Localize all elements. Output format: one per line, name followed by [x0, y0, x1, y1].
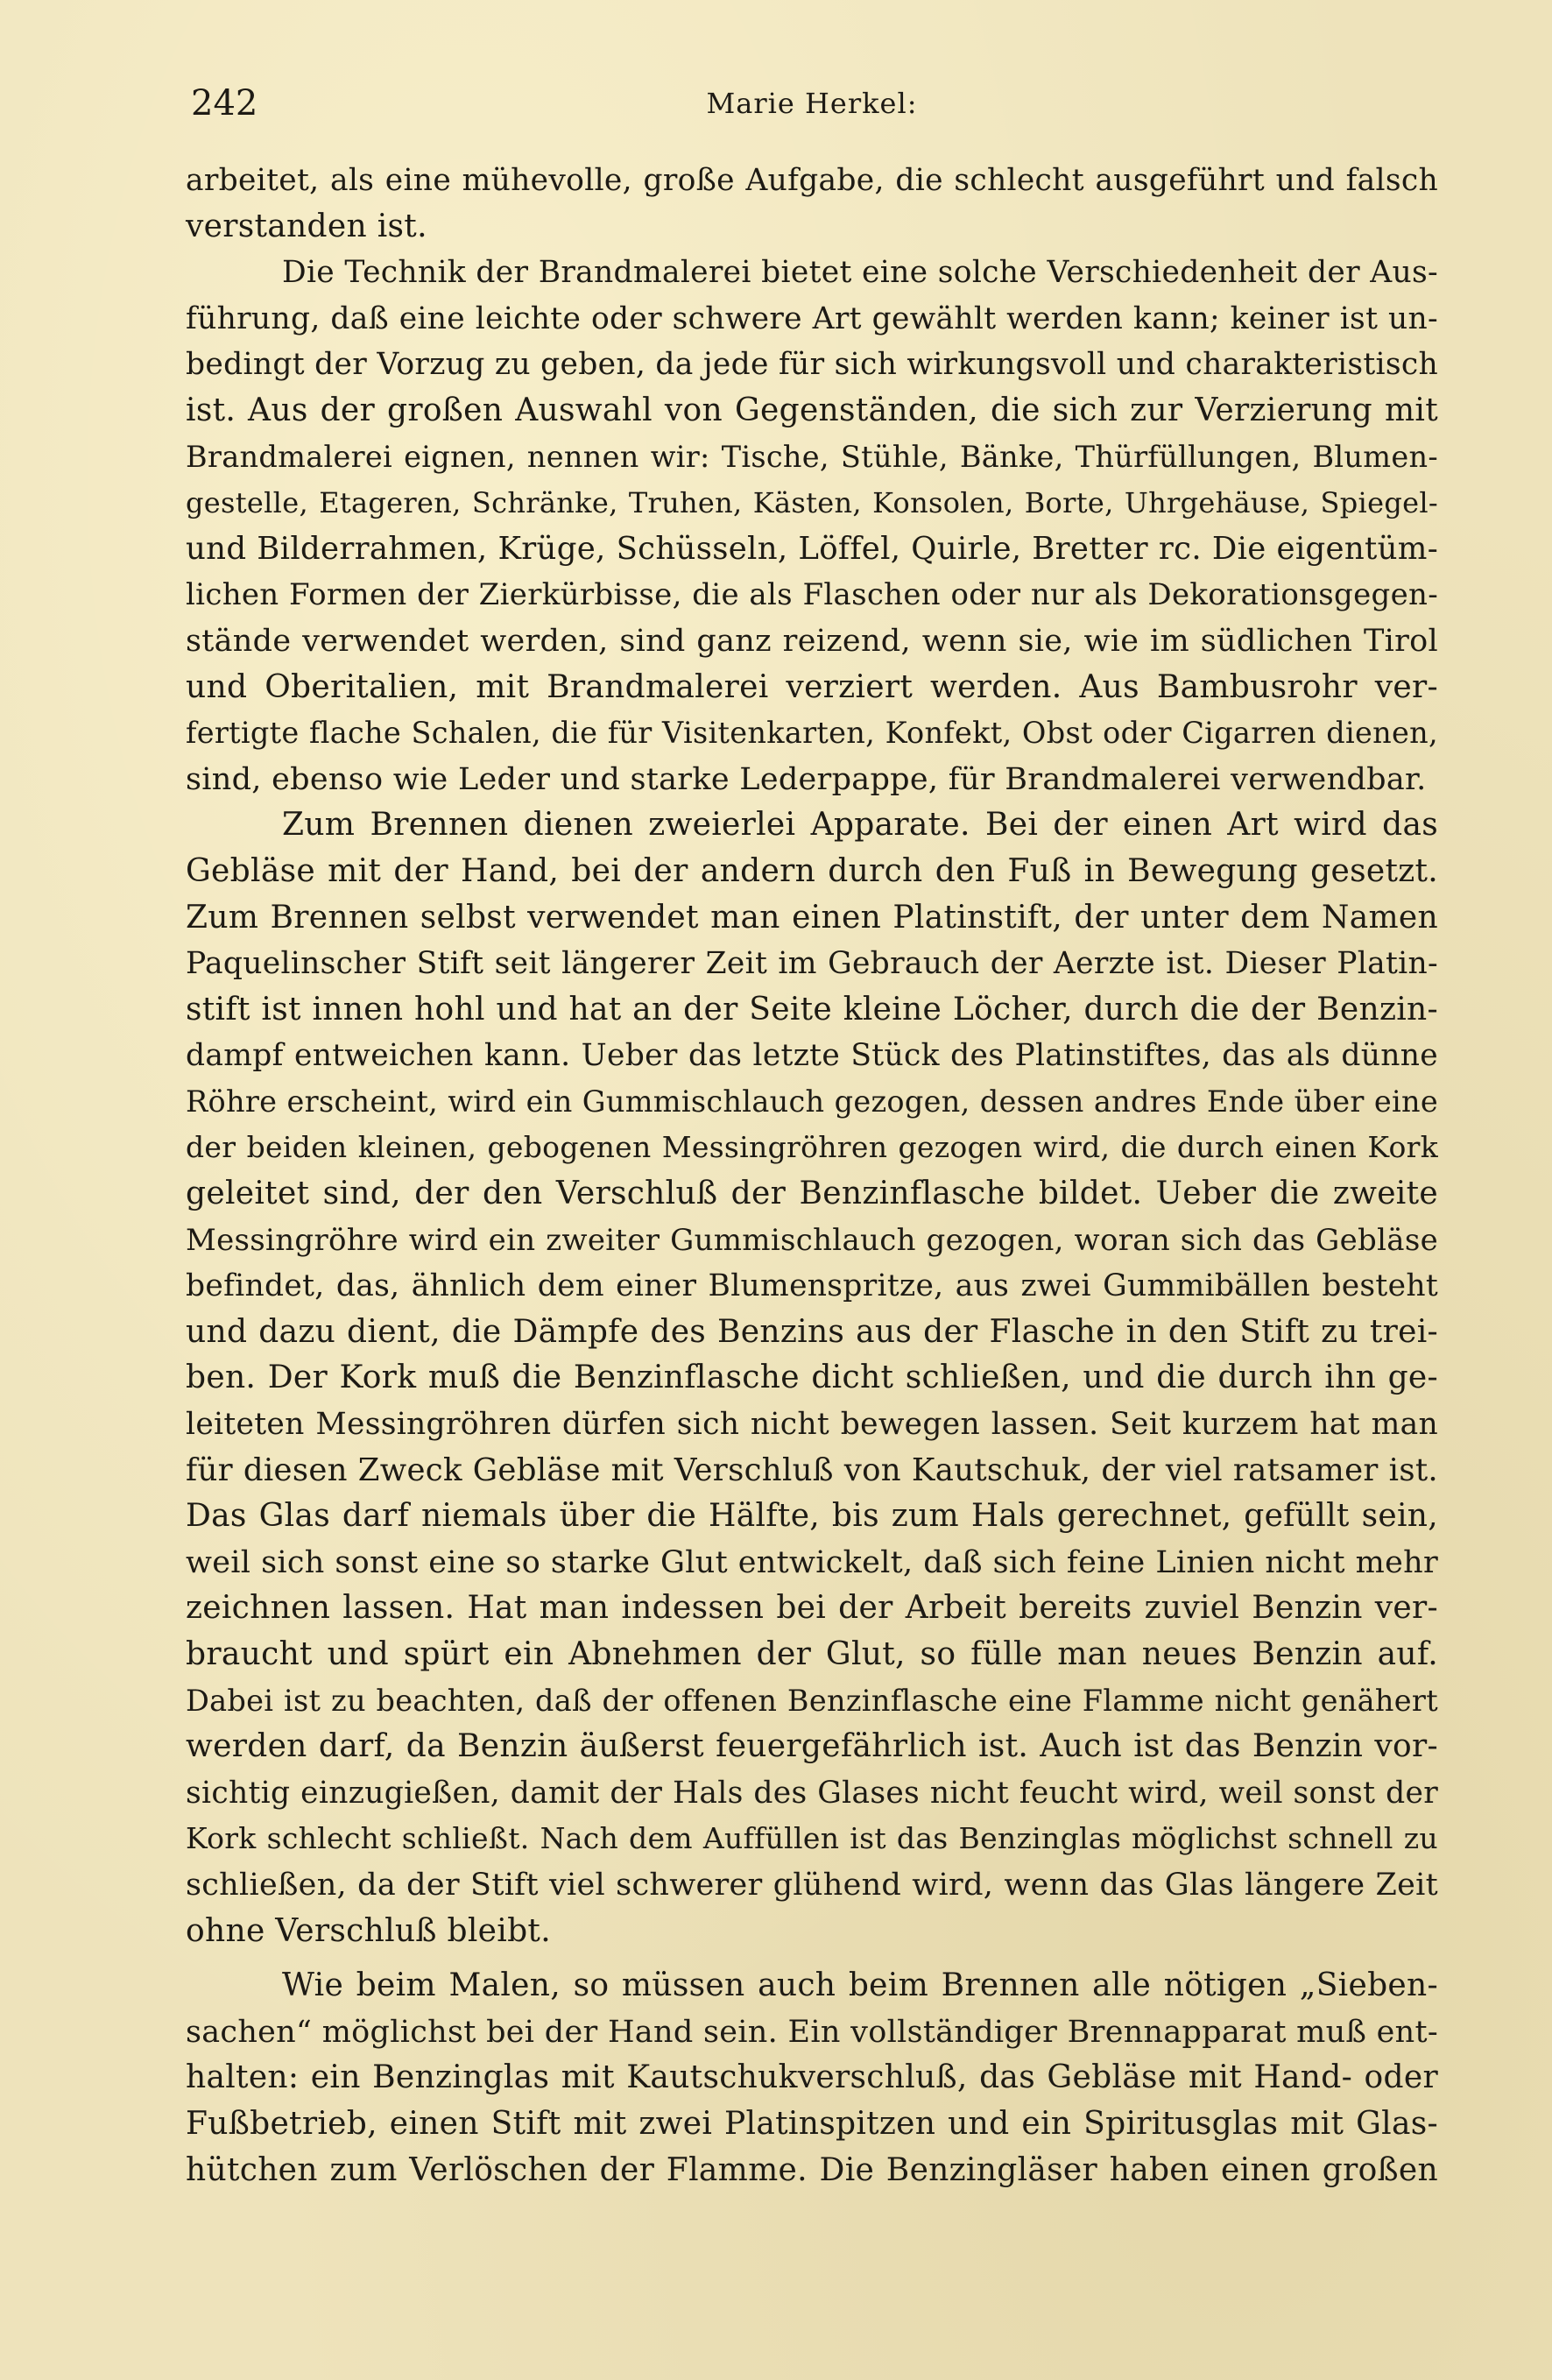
page-number: 242: [191, 83, 258, 124]
text-line: Die Technik der Brandmalerei bietet eine solche Verschiedenheit der Aus-: [282, 255, 1438, 291]
body-text: [186, 158, 1438, 2193]
text-line: schließen, da der Stift viel schwerer glühend wird, wenn das Glas längere Zeit: [186, 1867, 1438, 1903]
text-line: Fußbetrieb, einen Stift mit zwei Platinspitzen und ein Spiritusglas mit Glas-: [186, 2105, 1438, 2142]
text-line: braucht und spürt ein Abnehmen der Glut, so fülle man neues Benzin auf.: [186, 1636, 1438, 1672]
text-line: ist. Aus der großen Auswahl von Gegenständen, die sich zur Verzierung mit: [186, 392, 1438, 428]
text-line: arbeitet, als eine mühevolle, große Aufgabe, die schlecht ausgeführt und falsch: [186, 163, 1438, 198]
page-header: [186, 77, 1438, 130]
text-line: Messingröhre wird ein zweiter Gummischlauch gezogen, woran sich das Gebläse: [186, 1222, 1438, 1258]
text-line: Das Glas darf niemals über die Hälfte, bis zum Hals gerechnet, gefüllt sein,: [186, 1498, 1438, 1535]
text-line: für diesen Zweck Gebläse mit Verschluß von Kautschuk, der viel ratsamer ist.: [186, 1451, 1438, 1488]
text-line: werden darf, da Benzin äußerst feuergefährlich ist. Auch ist das Benzin vor-: [186, 1728, 1438, 1765]
text-line: sind, ebenso wie Leder und starke Lederpappe, für Brandmalerei verwendbar.: [186, 761, 1427, 797]
text-line: Kork schlecht schließt. Nach dem Auffüllen ist das Benzinglas möglichst schnell zu: [186, 1821, 1438, 1856]
paragraph: [186, 250, 1438, 802]
text-line: gestelle, Etageren, Schränke, Truhen, Kästen, Konsolen, Borte, Uhrgehäuse, Spiegel-: [186, 486, 1438, 520]
text-line: verstanden ist.: [186, 208, 427, 244]
text-line: fertigte flache Schalen, die für Visitenkarten, Konfekt, Obst oder Cigarren dienen,: [186, 716, 1438, 751]
text-line: dampf entweichen kann. Ueber das letzte Stück des Platinstiftes, das als dünne: [186, 1038, 1438, 1074]
text-line: Röhre erscheint, wird ein Gummischlauch gezogen, dessen andres Ende über eine: [186, 1084, 1438, 1119]
paragraph: [186, 802, 1438, 1954]
text-line: stände verwendet werden, sind ganz reizend, wenn sie, wie im südlichen Tirol: [186, 623, 1438, 659]
text-line: und Oberitalien, mit Brandmalerei verziert werden. Aus Bambusrohr ver-: [186, 668, 1438, 705]
text-line: weil sich sonst eine so starke Glut entwickelt, daß sich feine Linien nicht mehr: [186, 1544, 1438, 1580]
text-line: Dabei ist zu beachten, daß der offenen Benzinflasche eine Flamme nicht genähert: [186, 1683, 1438, 1718]
text-line: geleitet sind, der den Verschluß der Benzinflasche bildet. Ueber die zweite: [186, 1176, 1438, 1212]
text-line: der beiden kleinen, gebogenen Messingröhren gezogen wird, die durch einen Kork: [186, 1130, 1438, 1165]
text-line: stift ist innen hohl und hat an der Seite kleine Löcher, durch die der Benzin-: [186, 991, 1438, 1028]
text-line: bedingt der Vorzug zu geben, da jede für sich wirkungsvoll und charakteristisch: [186, 347, 1438, 383]
text-line: und Bilderrahmen, Krüge, Schüsseln, Löffel, Quirle, Bretter rc. Die eigentüm-: [186, 530, 1438, 567]
running-head: Marie Herkel:: [706, 87, 918, 120]
text-line: führung, daß eine leichte oder schwere Art gewählt werden kann; keiner ist un-: [186, 300, 1438, 336]
text-line: ben. Der Kork muß die Benzinflasche dicht schließen, und die durch ihn ge-: [186, 1359, 1438, 1396]
text-line: halten: ein Benzinglas mit Kautschukverschluß, das Gebläse mit Hand- oder: [186, 2059, 1438, 2096]
text-line: lichen Formen der Zierkürbisse, die als Flaschen oder nur als Dekorationsgegen-: [186, 577, 1438, 613]
paragraph-gap: [186, 1954, 1438, 1963]
paragraph: [186, 158, 1438, 250]
text-line: Paquelinscher Stift seit längerer Zeit im Gebrauch der Aerzte ist. Dieser Platin-: [186, 946, 1438, 982]
text-line: zeichnen lassen. Hat man indessen bei der Arbeit bereits zuviel Benzin ver-: [186, 1590, 1438, 1627]
text-line: sachen“ möglichst bei der Hand sein. Ein vollständiger Brennapparat muß ent-: [186, 2014, 1438, 2050]
text-line: ohne Verschluß bleibt.: [186, 1912, 551, 1949]
text-line: hütchen zum Verlöschen der Flamme. Die Benzingläser haben einen großen: [186, 2151, 1438, 2188]
text-line: Wie beim Malen, so müssen auch beim Brennen alle nötigen „Sieben-: [282, 1967, 1438, 2004]
paragraph: [186, 1963, 1438, 2193]
text-line: Zum Brennen selbst verwendet man einen Platinstift, der unter dem Namen: [186, 899, 1438, 936]
text-line: Zum Brennen dienen zweierlei Apparate. Bei der einen Art wird das: [282, 807, 1438, 844]
text-line: sichtig einzugießen, damit der Hals des Glases nicht feucht wird, weil sonst der: [186, 1775, 1438, 1811]
text-line: Brandmalerei eignen, nennen wir: Tische, Stühle, Bänke, Thürfüllungen, Blumen-: [186, 439, 1438, 474]
text-line: und dazu dient, die Dämpfe des Benzins aus der Flasche in den Stift zu trei-: [186, 1313, 1438, 1350]
text-line: befindet, das, ähnlich dem einer Blumenspritze, aus zwei Gummibällen besteht: [186, 1268, 1438, 1304]
text-line: leiteten Messingröhren dürfen sich nicht bewegen lassen. Seit kurzem hat man: [186, 1407, 1438, 1443]
text-line: Gebläse mit der Hand, bei der andern durch den Fuß in Bewegung gesetzt.: [186, 852, 1438, 889]
